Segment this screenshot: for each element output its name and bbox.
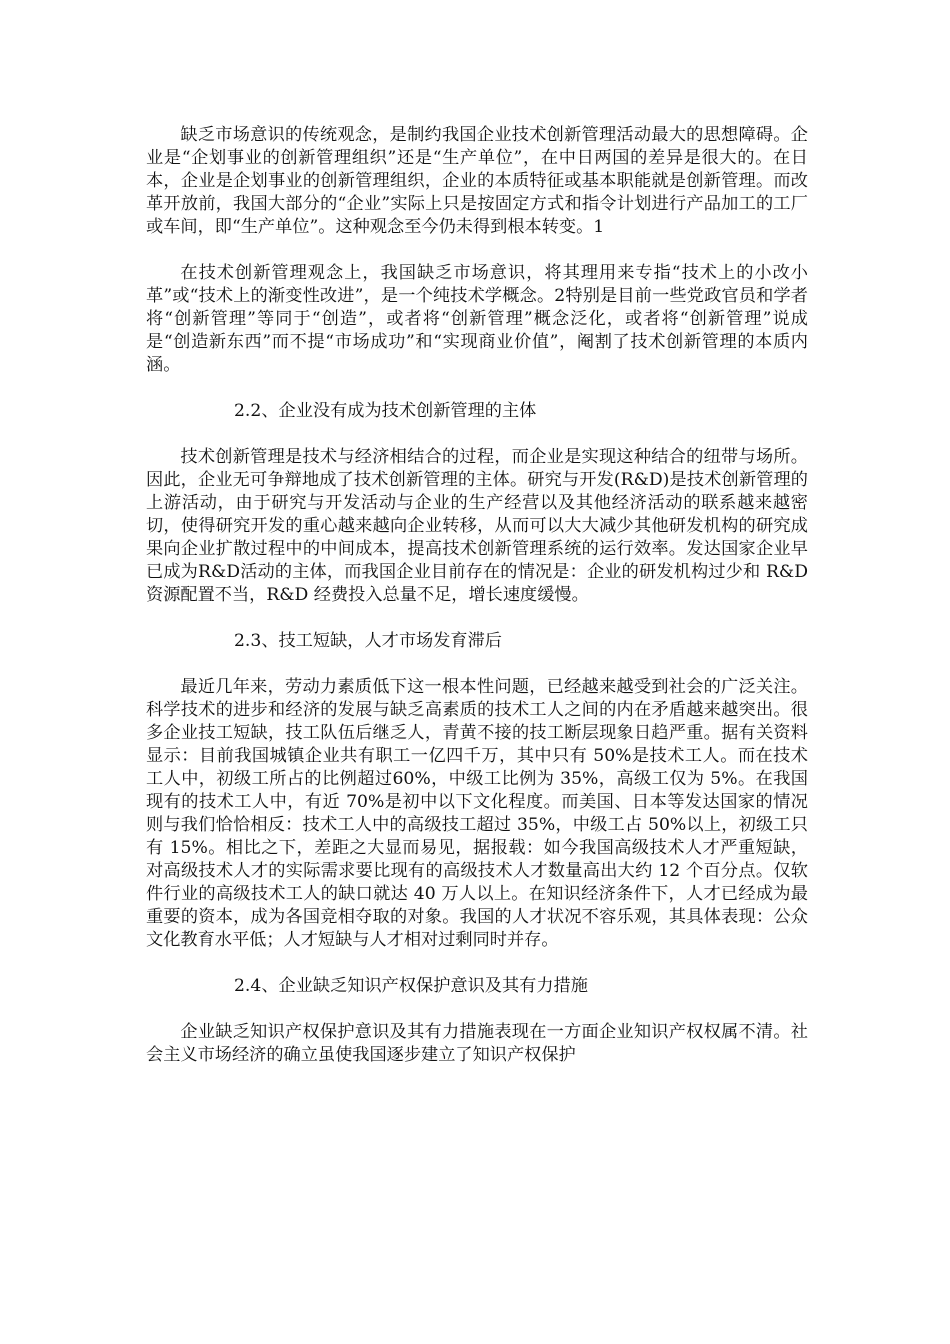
document-page	[146, 124, 808, 1090]
paragraph-skilled-labor: 最近几年来，劳动力素质低下这一根本性问题，已经越来越受到社会的广泛关注。科学技术的进步和经济的发展与缺乏高素质的技术工人之间的内在矛盾越来越突出。很多企业技工短缺，技工队伍后继乏人，青黄不接的技工断层现象日趋严重。据有关资料显示：目前我国城镇企业共有职工一亿四千万，其中只有 50%是技术工人。而在技术工人中，初级工所占的比例超过60%，中级工比例为 35%，高级工仅为 5%。在我国现有的技术工人中，有近 70%是初中以下文化程度。而美国、日本等发达国家的情况则与我们恰恰相反：技术工人中的高级技工超过 35%，中级工占 50%以上，初级工只有 15%。相比之下，差距之大显而易见，据报载：如今我国高级技术人才严重短缺，对高级技术人才的实际需求要比现有的高级技术人才数量高出大约 12 个百分点。仅软件行业的高级技术工人的缺口就达 40 万人以上。在知识经济条件下，人才已经成为最重要的资本，成为各国竞相夺取的对象。我国的人才状况不容乐观，其具体表现：公众文化教育水平低；人才短缺与人才相对过剩同时并存。	[146, 677, 808, 950]
section-heading-2-2: 2.2、企业没有成为技术创新管理的主体	[234, 401, 537, 421]
section-heading-2-4: 2.4、企业缺乏知识产权保护意识及其有力措施	[234, 976, 588, 996]
paragraph-innovation-concept: 在技术创新管理观念上，我国缺乏市场意识，将其理用来专指“技术上的小改小革”或“技术上的渐变性改进”，是一个纯技术学概念。2特别是目前一些党政官员和学者将“创新管理”等同于“创造”，或者将“创新管理”概念泛化，或者将“创新管理”说成是“创造新东西”而不提“市场成功”和“实现商业价值”，阉割了技术创新管理的本质内涵。	[146, 263, 808, 375]
paragraph-enterprise-subject: 技术创新管理是技术与经济相结合的过程，而企业是实现这种结合的纽带与场所。因此，企业无可争辩地成了技术创新管理的主体。研究与开发(R&D)是技术创新管理的上游活动，由于研究与开发活动与企业的生产经营以及其他经济活动的联系越来越密切，使得研究开发的重心越来越向企业转移，从而可以大大减少其他研发机构的研究成果向企业扩散过程中的中间成本，提高技术创新管理系统的运行效率。发达国家企业早已成为R&D活动的主体，而我国企业目前存在的情况是：企业的研发机构过少和 R&D 资源配置不当，R&D 经费投入总量不足，增长速度缓慢。	[146, 447, 808, 605]
section-heading-2-3: 2.3、技工短缺，人才市场发育滞后	[234, 631, 502, 651]
paragraph-market-awareness: 缺乏市场意识的传统观念，是制约我国企业技术创新管理活动最大的思想障碍。企业是“企划事业的创新管理组织”还是“生产单位”，在中日两国的差异是很大的。在日本，企业是企划事业的创新管理组织，企业的本质特征或基本职能就是创新管理。而改革开放前，我国大部分的“企业”实际上只是按固定方式和指令计划进行产品加工的工厂或车间，即“生产单位”。这种观念至今仍未得到根本转变。1	[146, 125, 808, 237]
paragraph-ip-protection: 企业缺乏知识产权保护意识及其有力措施表现在一方面企业知识产权权属不清。社会主义市场经济的确立虽使我国逐步建立了知识产权保护	[146, 1022, 808, 1065]
